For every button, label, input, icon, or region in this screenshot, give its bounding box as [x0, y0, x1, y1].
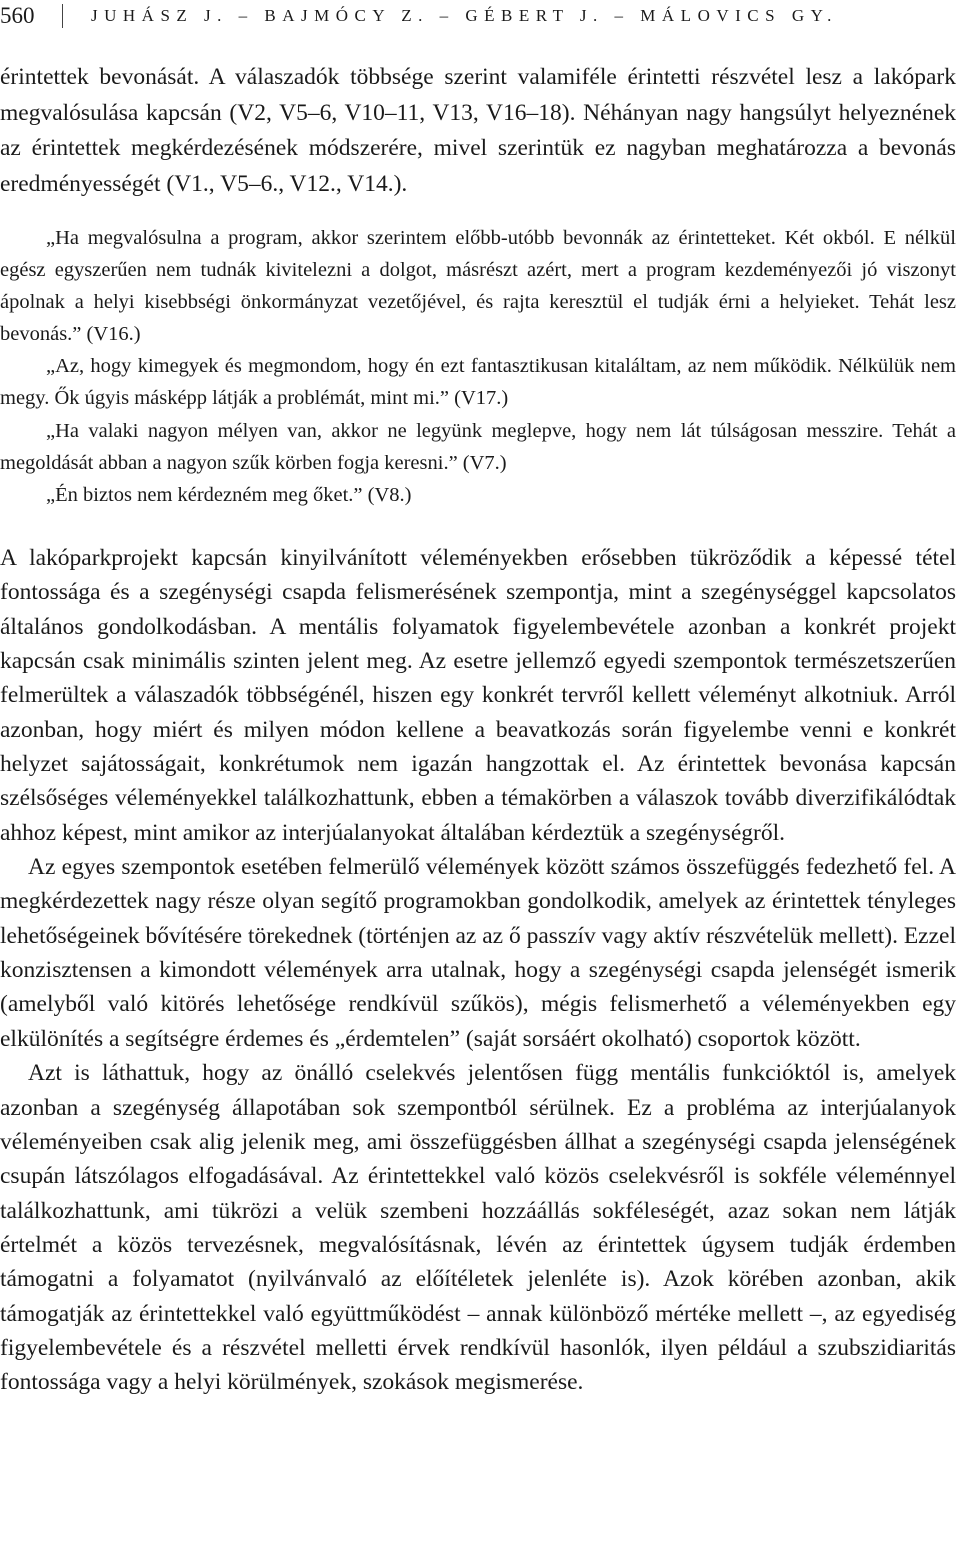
quote-v17: „Az, hogy kimegyek és megmondom, hogy én ezt fantasztikusan kitaláltam, az nem működik. Nélkülük nem megy. Ők úgyis másképp látják a problémát, mint mi.” (V17.) [0, 355, 956, 410]
body-paragraph: Azt is láthattuk, hogy az önálló cselekvés jelentősen függ mentális funkcióktól is, amelyek azonban a szegénység állapotában sok szempontból sérülnek. Ez a probléma az interjúalanyok véleményeiben csak alig jelenik meg, ami összefüggésben állhat a szegénységi csapda jelenségének csupán látszólagos elfogadásával. Az érintettekkel való közös cselekvésről is sokféle véleménnyel találkozhattunk, ami tükrözi a velük szembeni hozzáállás sokféleségét, azaz sokan nem látják értelmét a közös tervezésnek, megvalósításnak, lévén az érintettek úgysem tudják érdemben támogatni a folyamatot (nyilvánvaló az előítéletek jelenléte is). Azok körében azonban, akik támogatják az érintettekkel való együttműködést – annak különböző mértéke mellett –, az egyediség figyelembevétele és a részvétel melletti érvek rendkívül hasonlók, ilyen például a szubszidiaritás fontossága vagy a helyi körülmények, szokások megismerése. [0, 1060, 956, 1396]
body-text [0, 541, 956, 1400]
body-paragraph: A lakóparkprojekt kapcsán kinyilvánított véleményekben erősebben tükröződik a képessé tétel fontossága és a szegénységi csapda felismerésének szempontja, mint a szegénységgel kapcsolatos általános gondolkodásban. A mentális folyamatok figyelembevétele azonban a konkrét projekt kapcsán csak minimális szinten jelent meg. Az esetre jellemző egyedi szempontok természetszerűen felmerültek a válaszadók többségénél, hiszen egy konkrét tervről kellett véleményt alkotniuk. Arról azonban, hogy miért és milyen módon kellene a beavatkozás során figyelembe venni e konkrét helyzet sajátosságait, konkrétumok nem igazán hangzottak el. Az érintettek bevonása kapcsán szélsőséges véleményekkel találkozhattunk, ebben a témakörben a válaszok tovább diverzifikálódtak ahhoz képest, mint amikor az interjúalanyokat általában kérdeztük a szegénységről. [0, 545, 956, 846]
continuation-paragraph: érintettek bevonását. A válaszadók többsége szerint valamiféle érintetti részvétel lesz a lakópark megvalósulása kapcsán (V2, V5–6, V10–11, V13, V16–18). Néhányan nagy hangsúlyt helyeznének az érintettek megkérdezésének módszerére, mivel szerintük ez nagyban meghatározza a bevonás eredményességét (V1., V5–6., V12., V14.). [0, 64, 956, 198]
running-head [0, 2, 838, 30]
quote-v16: „Ha megvalósulna a program, akkor szerintem előbb-utóbb bevonnák az érintetteket. Két okból. E nélkül egész egyszerűen nem tudnák kivitelezni a dolgot, másrészt azért, mert a program kezdeményezői jó viszonyt ápolnak a helyi kisebbségi önkormányzat vezetőjével, és rajta keresztül el tudják érni a helyieket. Tehát lesz bevonás.” (V16.) [0, 227, 956, 346]
continuation-paragraph-block [0, 60, 956, 203]
header-divider [62, 4, 63, 28]
quote-v8: „Én biztos nem kérdezném meg őket.” (V8.) [46, 483, 412, 506]
body-paragraph: Az egyes szempontok esetében felmerülő vélemények között számos összefüggés fedezhető fel. A megkérdezettek nagy része olyan segítő programokban gondolkodik, amelyek az érintettek tényleges lehetőségeinek bővítésére törekednek (történjen az az ő passzív vagy aktív részvételük mellett). Ezzel konzisztensen a kimondott vélemények arra utalnak, hogy a szegénységi csapda jelenségét ismerik (amelyből való kitörés lehetősége rendkívül szűkös), mégis felismerhető a véleményekben egy elkülönítés a segítségre érdemes és „érdemtelen” (saját sorsáért okolható) csoportok között. [0, 854, 956, 1052]
quote-v7: „Ha valaki nagyon mélyen van, akkor ne legyünk meglepve, hogy nem lát túlságosan messzire. Tehát a megoldását abban a nagyon szűk körben fogja keresni.” (V7.) [0, 419, 956, 474]
interview-quotes [0, 222, 956, 511]
page-number: 560 [0, 3, 35, 28]
running-head-authors: JUHÁSZ J. – BAJMÓCY Z. – GÉBERT J. – MÁLOVICS GY. [91, 6, 838, 25]
